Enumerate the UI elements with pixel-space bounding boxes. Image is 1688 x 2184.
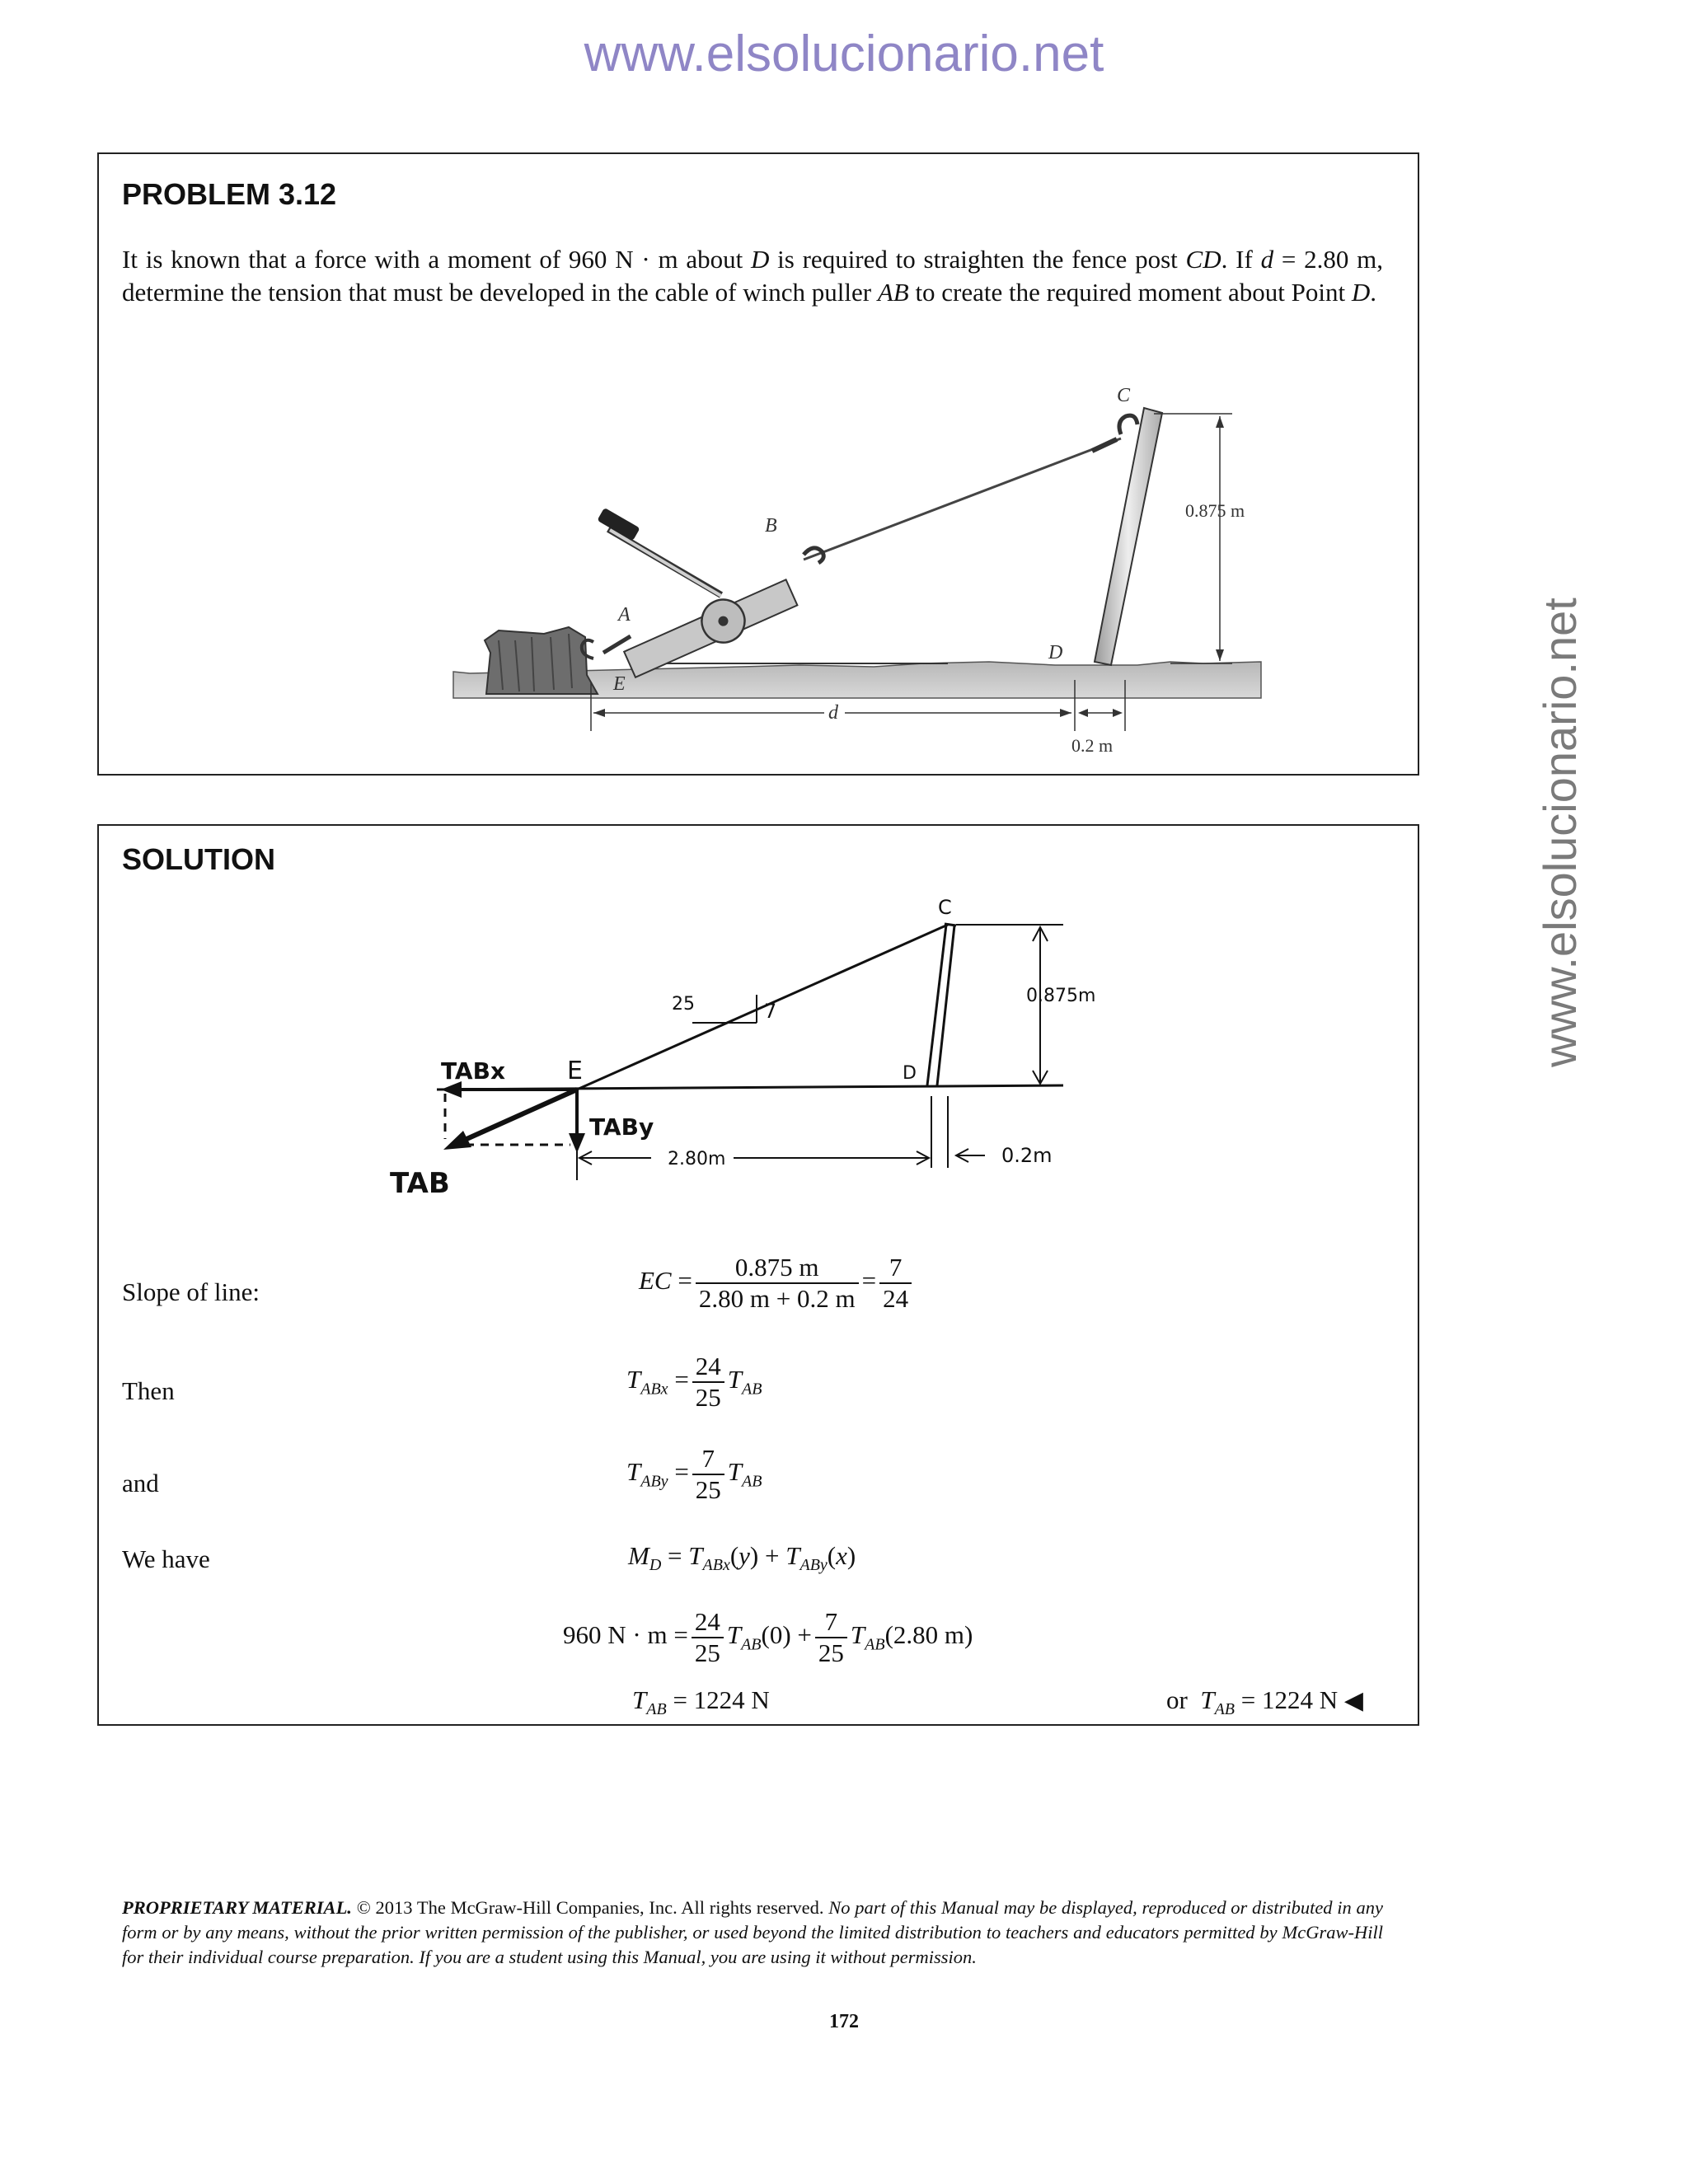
label-C: C <box>1117 385 1131 406</box>
answer-marker-icon: ◀ <box>1343 1687 1363 1714</box>
label-d: d <box>828 702 838 724</box>
step-label-we-have: We have <box>122 1544 210 1573</box>
problem-figure <box>346 368 1294 764</box>
step-label-slope: Slope of line: <box>122 1277 260 1306</box>
step-label-then: Then <box>122 1376 175 1405</box>
footer-notice <box>122 1896 1383 1970</box>
slope-run-label: 25 <box>672 994 695 1015</box>
equation-moment: $M_D = T_{ABx}(y) + T_{ABy}(x)$ <box>628 1541 856 1575</box>
solution-figure <box>387 896 1236 1213</box>
taby-label: TABy <box>589 1113 654 1141</box>
problem-heading: PROBLEM 3.12 <box>122 177 337 211</box>
step-label-and: and <box>122 1469 159 1497</box>
tabx-label: TABx <box>441 1057 505 1085</box>
sol-label-C: C <box>938 896 952 919</box>
problem-statement: It is known that a force with a moment of 960 N · m about D is required to straighten the fence post CD. If d = 2.80 m, determine the tension that must be developed in the cable of winch puller AB to create the required moment about Point D. <box>122 245 1383 307</box>
final-answer: or $T_{AB} = 1224$ N ◀ <box>1166 1685 1363 1719</box>
label-B: B <box>765 515 777 537</box>
label-D: D <box>1048 642 1063 663</box>
problem-box <box>97 152 1419 776</box>
footer-copyright: © 2013 The McGraw-Hill Companies, Inc. All rights reserved. <box>356 1897 824 1918</box>
equation-result: $T_{AB} = 1224$ N <box>632 1685 770 1719</box>
tab-label: TAB <box>390 1167 450 1200</box>
label-height: 0.875 m <box>1185 500 1245 521</box>
equation-slope: EC = $\frac{0.875 m}{2.80 m + 0.2 m}$ = $\frac{7}{24}$ <box>639 1253 915 1314</box>
equation-tabx: $T_{ABx}$ = $\frac{24}{25}$ $T_{AB}$ <box>626 1352 762 1412</box>
answer-prefix: or <box>1166 1685 1188 1714</box>
watermark-top: www.elsolucionario.net <box>584 26 1104 82</box>
watermark-side: www.elsolucionario.net <box>1534 598 1586 1067</box>
equation-taby: $T_{ABy}$ = $\frac{7}{25}$ $T_{AB}$ <box>626 1444 762 1504</box>
label-A: A <box>618 604 631 626</box>
equation-substitution: 960 N · m = $\frac{24}{25}$ $T_{AB}(0)$ + $\frac{7}{25}$ $T_{AB}(2.80$ m) <box>563 1607 973 1667</box>
label-offset: 0.2 m <box>1071 735 1114 756</box>
label-E: E <box>613 673 626 695</box>
sol-distance-label: 2.80m <box>668 1149 726 1169</box>
sol-label-D: D <box>903 1063 917 1084</box>
sol-height-label: 0.875m <box>1026 986 1096 1006</box>
footer-proprietary: PROPRIETARY MATERIAL. <box>122 1897 352 1918</box>
sol-offset-label: 0.2m <box>1001 1144 1053 1167</box>
page-number: 172 <box>829 2011 859 2032</box>
slope-rise-label: 7 <box>764 1000 777 1023</box>
footer-notice-text: No part of this Manual may be displayed, reproduced or distributed in any form or by any means, without the prior written permission of the publisher, or used beyond the limited distribution to teachers and educators permitted by McGraw-Hill for their individual course preparation. If you are a student using this Manual, you are using it without permission. <box>122 1897 1384 1967</box>
solution-heading: SOLUTION <box>122 842 275 876</box>
sol-label-E: E <box>567 1057 583 1085</box>
